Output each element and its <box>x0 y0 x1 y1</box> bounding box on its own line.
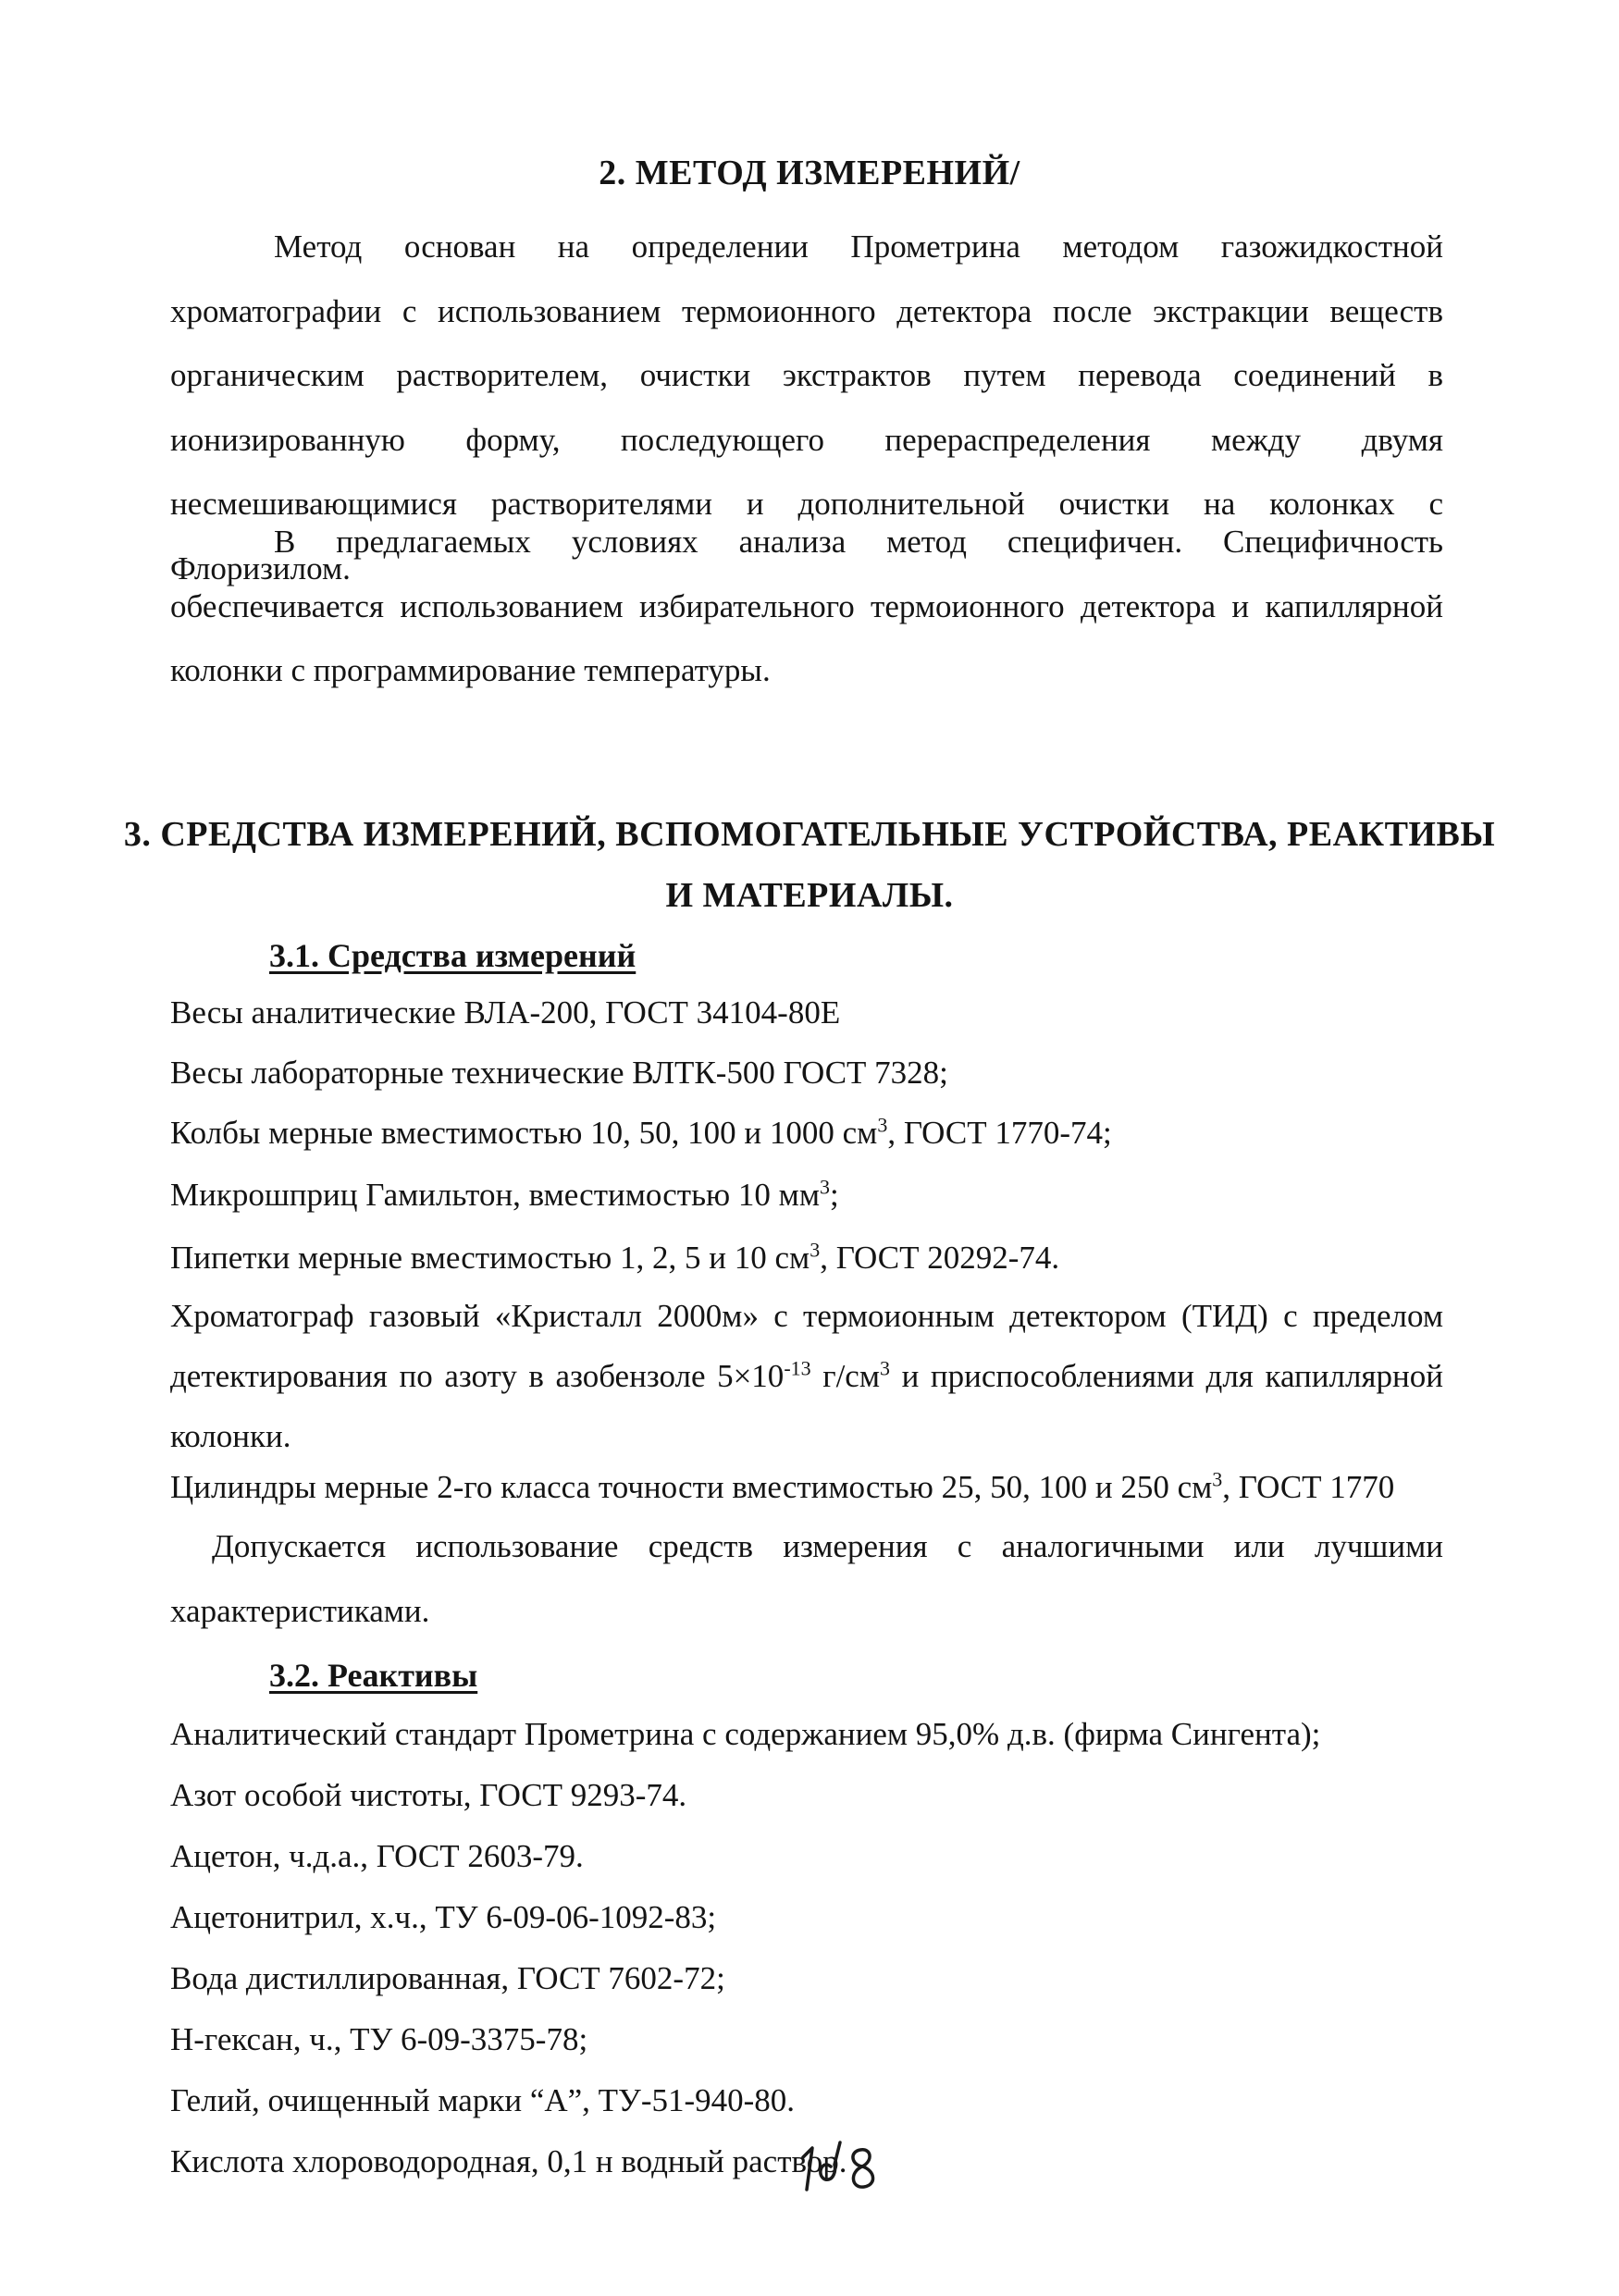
subsection-3-2-title: 3.2. Реактивы <box>269 1657 478 1694</box>
instruments-note: Допускается использование средств измерения с аналогичными или лучшими характеристиками. <box>170 1528 1443 1629</box>
instrument-item-chromatograph: Хроматограф газовый «Кристалл 2000м» с термоионным детектором (ТИД) с пределом детектирования по азоту в азобензоле $5\times 10^{-13}$ $г/см^3$ и приспособлениями для капиллярной колонки. <box>170 1298 1443 1454</box>
instrument-item: Пипетки мерные вместимостью 1, 2, 5 и 10 $см^3$, ГОСТ 20292-74. <box>170 1238 1060 1276</box>
instrument-item: Колбы мерные вместимостью 10, 50, 100 и 1000 $см^3$, ГОСТ 1770-74; <box>170 1113 1112 1151</box>
handwritten-page-number <box>794 2139 886 2194</box>
instrument-item: Весы аналитические ВЛА-200, ГОСТ 34104-80Е <box>170 994 841 1031</box>
reagent-item: Азот особой чистоты, ГОСТ 9293-74. <box>170 1777 687 1813</box>
subsection-3-1-title: 3.1. Средства измерений <box>269 937 636 974</box>
reagent-item: Гелий, очищенный марки “А”, ТУ-51-940-80. <box>170 2082 796 2118</box>
section-3-title-line-2: И МАТЕРИАЛЫ. <box>665 876 954 915</box>
instrument-item: Цилиндры мерные 2-го класса точности вместимостью 25, 50, 100 и 250 $см^3$, ГОСТ 1770 <box>170 1467 1395 1505</box>
reagent-item: Н-гексан, ч., ТУ 6-09-3375-78; <box>170 2021 588 2057</box>
reagent-item: Вода дистиллированная, ГОСТ 7602-72; <box>170 1960 725 1996</box>
section-3-title-line-1: 3. СРЕДСТВА ИЗМЕРЕНИЙ, ВСПОМОГАТЕЛЬНЫЕ УСТРОЙСТВА, РЕАКТИВЫ <box>123 815 1496 854</box>
reagent-item: Кислота хлороводородная, 0,1 н водный раствор. <box>170 2143 847 2179</box>
reagent-item: Аналитический стандарт Прометрина с содержанием 95,0% д.в. (фирма Сингента); <box>170 1716 1321 1752</box>
instrument-item: Микрошприц Гамильтон, вместимостью 10 $мм^3$; <box>170 1175 839 1213</box>
section-2-title: 2. МЕТОД ИЗМЕРЕНИЙ/ <box>599 154 1020 192</box>
reagent-item: Ацетонитрил, х.ч., ТУ 6-09-06-1092-83; <box>170 1899 717 1935</box>
section-2-paragraph-1: Метод основан на определении Прометрина методом газожидкостной хроматографии с использованием термоионного детектора после экстракции веществ органическим растворителем, очистки экстрактов путем перевода соединений в ионизированную форму, последующего перераспределения между двумя несмешивающимися растворителями и дополнительной очистки на колонках с Флоризилом. <box>170 228 1443 586</box>
reagent-item: Ацетон, ч.д.а., ГОСТ 2603-79. <box>170 1838 584 1874</box>
instrument-item: Весы лабораторные технические ВЛТК-500 ГОСТ 7328; <box>170 1055 948 1091</box>
section-2-paragraph-2: В предлагаемых условиях анализа метод специфичен. Специфичность обеспечивается использованием избирательного термоионного детектора и капиллярной колонки с программирование температуры. <box>170 524 1443 688</box>
